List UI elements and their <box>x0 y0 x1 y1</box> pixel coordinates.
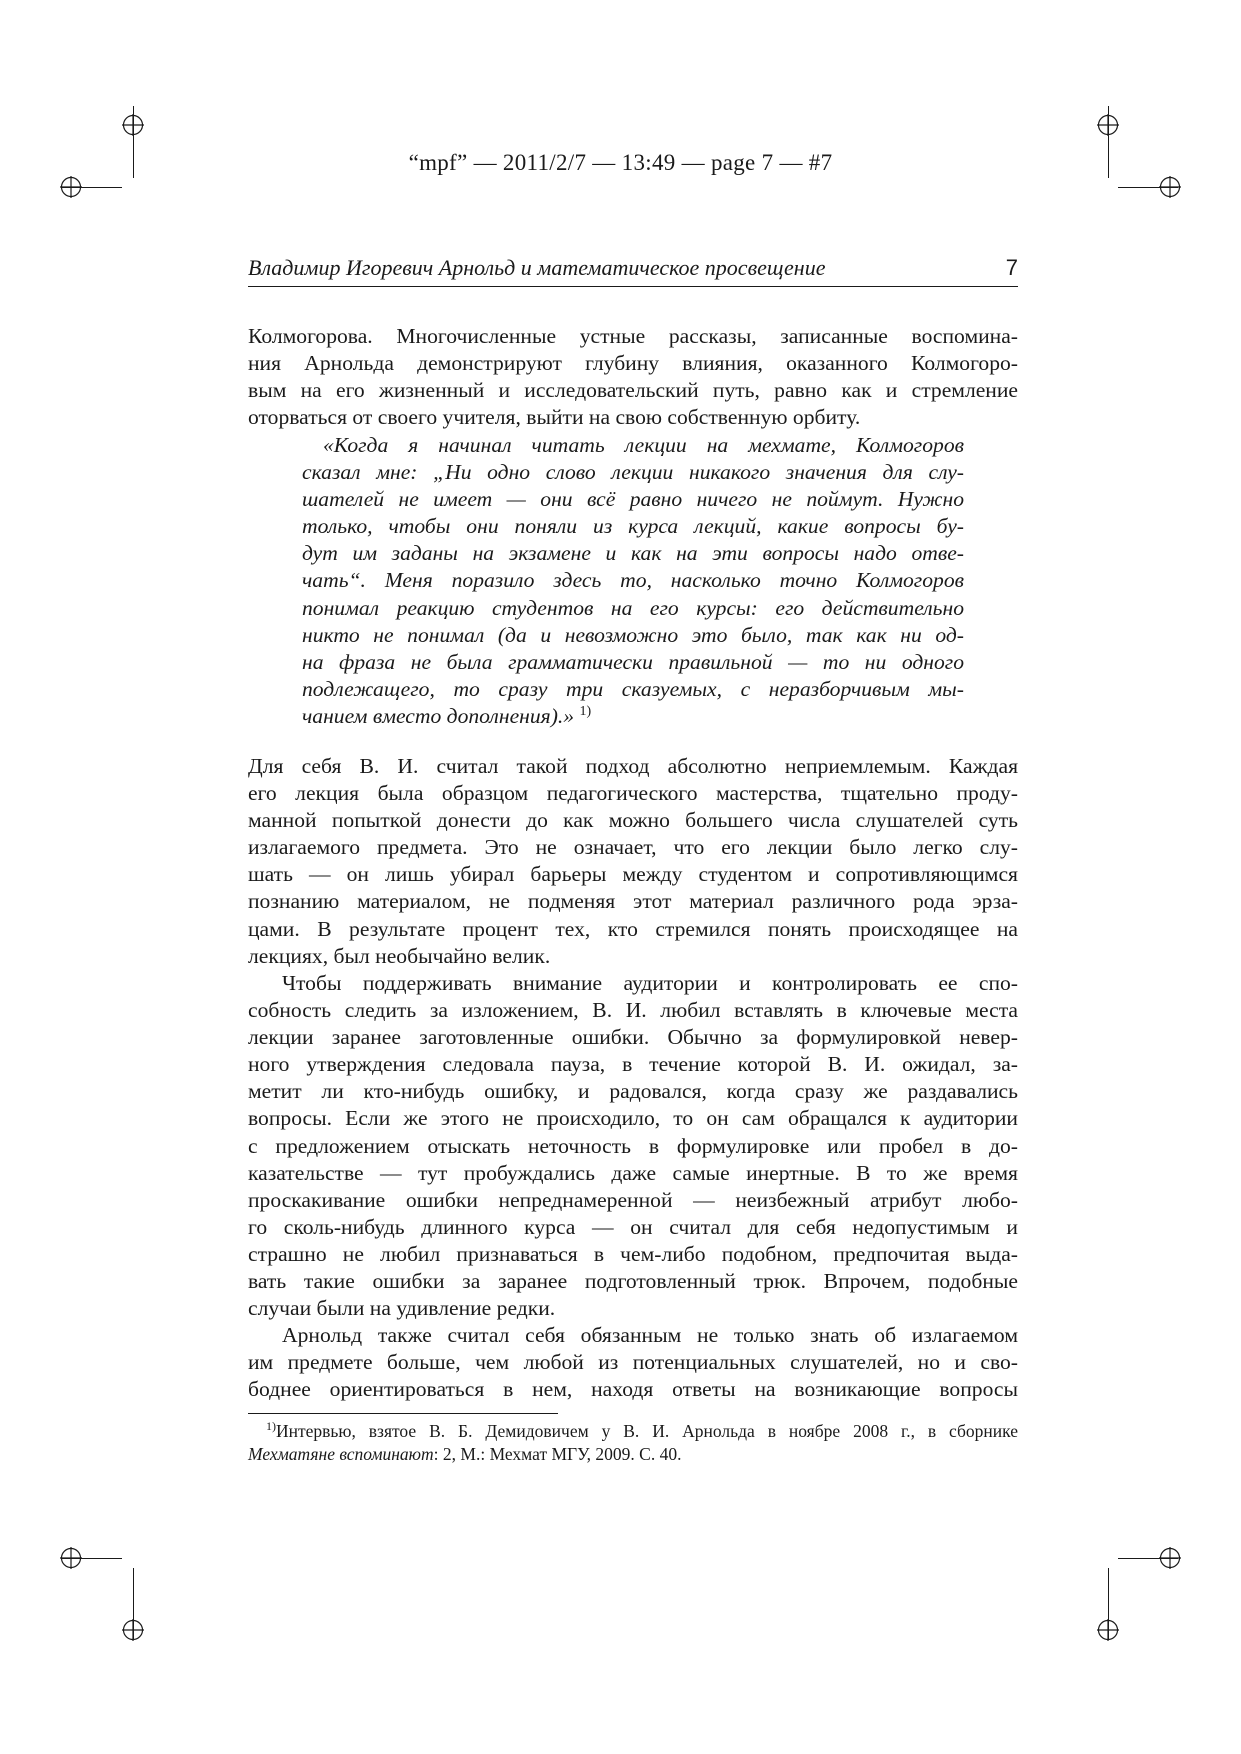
text-line: Арнольд также считал себя обязанным не только знать об излагаемом <box>282 1323 1018 1347</box>
registration-target-icon <box>1159 176 1181 198</box>
text-line: вать такие ошибки за заранее подготовленный трюк. Впрочем, подобные <box>248 1269 1018 1294</box>
quote-line: чать“. Меня поразило здесь то, насколько точно Колмогоров <box>302 568 964 593</box>
quote-line: только, чтобы они поняли из курса лекций, какие вопросы бу- <box>302 514 964 539</box>
registration-target-icon <box>122 1619 144 1641</box>
page-number: 7 <box>1005 255 1018 280</box>
quote-line: подлежащего, то сразу три сказуемых, с неразборчивым мы- <box>302 676 964 701</box>
quote-line: дут им заданы на экзамене и как на эти вопросы надо отве- <box>302 541 964 566</box>
quote-line: шателей не имеет — они всё равно ничего не поймут. Нужно <box>302 487 964 512</box>
text-line: го сколь-нибудь длинного курса — он считал для себя недопустимым и <box>248 1214 1018 1239</box>
footnote <box>248 1420 1018 1466</box>
registration-target-icon <box>122 114 144 136</box>
text-line: с предложением отыскать неточность в формулировке или пробел в до- <box>248 1133 1018 1158</box>
footnote-line <box>248 1420 1018 1443</box>
paragraph-3 <box>248 970 1018 1322</box>
text-line: боднее ориентироваться в нем, находя ответы на возникающие вопросы <box>248 1377 1018 1402</box>
footnote-book-title: Мехматяне вспоминают <box>248 1444 434 1464</box>
text-line: им предмете больше, чем любой из потенциальных слушателей, но и сво- <box>248 1350 1018 1375</box>
quote-line <box>302 703 964 730</box>
text-line: казательстве — тут пробуждались даже самые инертные. В то же время <box>248 1160 1018 1185</box>
quote-line: никто не понимал (да и невозможно это было, так как ни од- <box>302 622 964 647</box>
text-line: Колмогорова. Многочисленные устные рассказы, записанные воспомина- <box>248 324 1018 348</box>
quote-line: понимал реакцию студентов на его курсы: его действительно <box>302 595 964 620</box>
registration-target-icon <box>60 176 82 198</box>
text-line: оторваться от своего учителя, выйти на свою собственную орбиту. <box>248 405 861 430</box>
paragraph-1 <box>248 323 1018 431</box>
footnote-mark: 1) <box>266 1419 276 1434</box>
text-line: вопросы. Если же этого не происходило, то он сам обращался к аудитории <box>248 1106 1018 1131</box>
text-line: излагаемого предмета. Это не означает, что его лекции было легко слу- <box>248 835 1018 860</box>
text-line: цами. В результате процент тех, кто стремился понять происходящее на <box>248 916 1018 941</box>
text-line: Чтобы поддерживать внимание аудитории и контролировать ее спо- <box>282 971 1018 995</box>
text-line: вым на его жизненный и исследовательский путь, равно как и стремление <box>248 378 1018 403</box>
text-line: манной попыткой донести до как можно большего числа слушателей суть <box>248 808 1018 833</box>
text-line: его лекция была образцом педагогического мастерства, тщательно проду- <box>248 781 1018 806</box>
running-head <box>248 256 1018 287</box>
quote-line: сказал мне: „Ни одно слово лекции никакого значения для слу- <box>302 460 964 485</box>
quote-line: на фраза не была грамматически правильной — то ни одного <box>302 649 964 674</box>
registration-target-icon <box>1159 1547 1181 1569</box>
text-line: проскакивание ошибки непреднамеренной — неизбежный атрибут любо- <box>248 1187 1018 1212</box>
paragraph-2 <box>248 753 1018 970</box>
text-line: случаи были на удивление редки. <box>248 1296 556 1321</box>
text-line: лекции заранее заготовленные ошибки. Обычно за формулировкой невер- <box>248 1025 1018 1050</box>
text-line: ния Арнольда демонстрируют глубину влияния, оказанного Колмогоро- <box>248 351 1018 376</box>
registration-target-icon <box>60 1547 82 1569</box>
paragraph-4 <box>248 1322 1018 1403</box>
quote-last-line: чанием вместо дополнения).» <box>302 703 575 728</box>
footnote-rule <box>248 1413 558 1414</box>
footnote-text: Интервью, взятое В. Б. Демидовичем у В. И. Арнольда в ноябре 2008 г., в сборнике <box>276 1421 1018 1441</box>
text-line: познанию материалом, не подменяя этот материал различного рода эрза- <box>248 889 1018 914</box>
footnote-line <box>248 1443 1018 1466</box>
text-line: метит ли кто-нибудь ошибку, и радовался, когда сразу же раздавались <box>248 1079 1018 1104</box>
quote-line: «Когда я начинал читать лекции на мехмате, Колмогоров <box>323 433 964 457</box>
text-line: Для себя В. И. считал такой подход абсолютно неприемлемым. Каждая <box>248 754 1018 778</box>
running-head-title: Владимир Игоревич Арнольд и математическое просвещение <box>248 255 826 280</box>
footnote-reference[interactable]: 1) <box>579 703 592 719</box>
job-header: “mpf” — 2011/2/7 — 13:49 — page 7 — #7 <box>408 150 833 175</box>
text-line: ного утверждения следовала пауза, в течение которой В. И. ожидал, за- <box>248 1052 1018 1077</box>
text-line: страшно не любил признаваться в чем-либо подобном, предпочитая выда- <box>248 1241 1018 1266</box>
footnote-citation: : 2, М.: Мехмат МГУ, 2009. С. 40. <box>433 1444 682 1464</box>
block-quote <box>302 432 964 730</box>
text-line: лекциях, был необычайно велик. <box>248 943 551 968</box>
registration-target-icon <box>1097 114 1119 136</box>
text-line: шать — он лишь убирал барьеры между студентом и сопротивляющимся <box>248 862 1018 887</box>
registration-target-icon <box>1097 1619 1119 1641</box>
text-line: собность следить за изложением, В. И. любил вставлять в ключевые места <box>248 998 1018 1023</box>
